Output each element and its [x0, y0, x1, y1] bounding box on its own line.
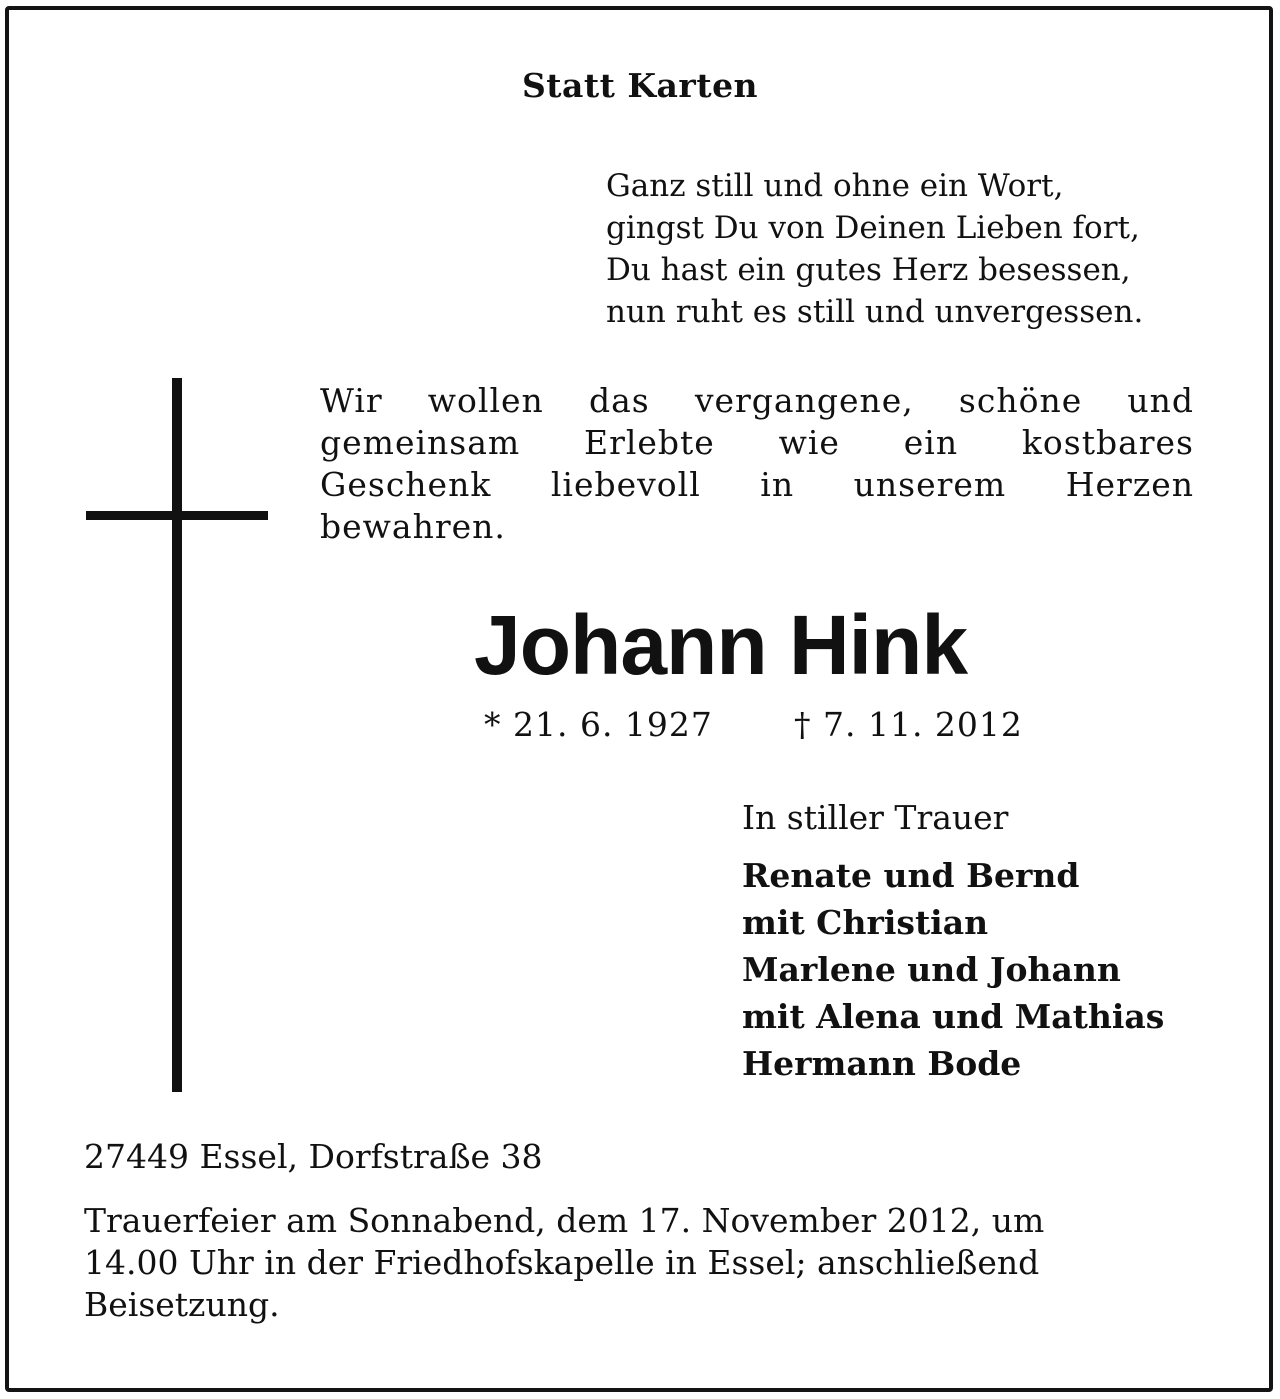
quote-line: gemeinsam Erlebte wie ein kostbares: [320, 423, 1194, 462]
service-line: Beisetzung.: [84, 1285, 280, 1324]
poem-line: Ganz still und ohne ein Wort,: [606, 168, 1064, 204]
family-line: Renate und Bernd: [742, 856, 1080, 895]
death-date: † 7. 11. 2012: [794, 705, 1023, 744]
poem-line: gingst Du von Deinen Lieben fort,: [606, 210, 1140, 246]
quote-line: bewahren.: [320, 507, 506, 546]
birth-date: * 21. 6. 1927: [484, 705, 713, 744]
cross-icon: [172, 378, 182, 1092]
quote-line: Wir wollen das vergangene, schöne und: [320, 381, 1194, 420]
service-info: [84, 1200, 1196, 1326]
poem-line: Du hast ein gutes Herz besessen,: [606, 252, 1131, 288]
family-line: mit Alena und Mathias: [742, 997, 1165, 1036]
family-line: mit Christian: [742, 903, 989, 942]
service-line: Trauerfeier am Sonnabend, dem 17. November 2012, um: [84, 1201, 1045, 1240]
family-line: Hermann Bode: [742, 1044, 1022, 1083]
header-title: Statt Karten: [521, 66, 759, 105]
poem-line: nun ruht es still und unvergessen.: [606, 294, 1144, 330]
poem: [606, 165, 1226, 333]
quote-line: Geschenk liebevoll in unserem Herzen: [320, 465, 1194, 504]
cross-icon-beam: [86, 511, 268, 520]
address: 27449 Essel, Dorfstraße 38: [84, 1137, 543, 1176]
family-list: [742, 852, 1164, 1087]
memorial-quote: [320, 380, 1194, 548]
deceased-name: Johann Hink: [474, 598, 968, 692]
service-line: 14.00 Uhr in der Friedhofskapelle in Essel; anschließend: [84, 1243, 1040, 1282]
mourning-label: In stiller Trauer: [742, 798, 1009, 837]
family-line: Marlene und Johann: [742, 950, 1121, 989]
